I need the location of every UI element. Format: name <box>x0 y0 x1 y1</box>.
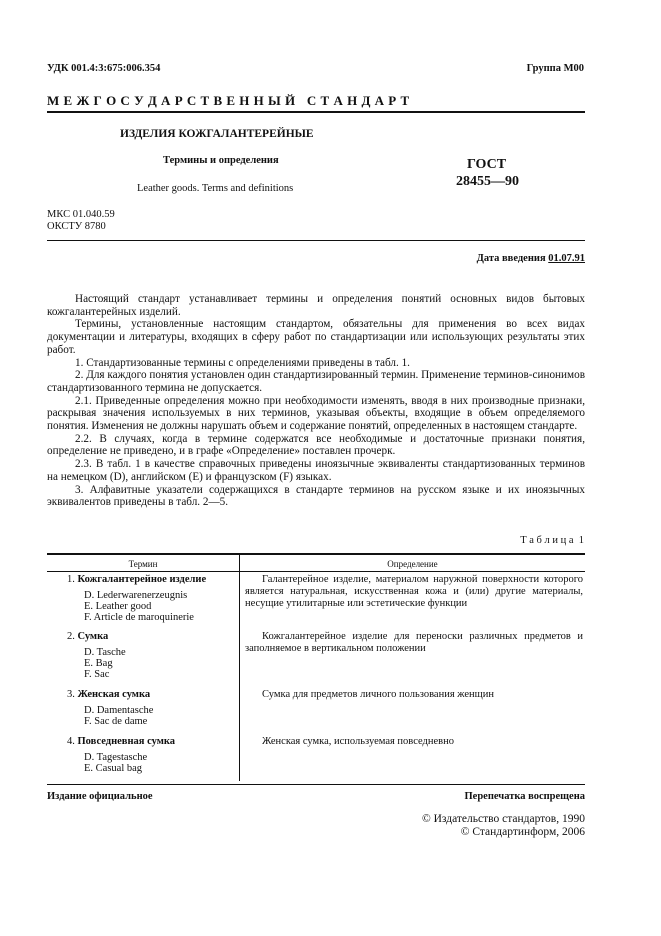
paragraph: 2.3. В табл. 1 в качестве справочных приведены иноязычные эквиваленты стандартизованных терминов на немецком (D), английском (E) и французском (F) языках. <box>47 458 585 483</box>
reprint-notice: Перепечатка воспрещена <box>464 791 585 802</box>
mks-code: МКС 01.040.59 <box>47 209 115 220</box>
group-code: Группа М00 <box>526 63 584 74</box>
term-definition: Кожгалантерейное изделие для переноски различных предметов и заполняемое в вертикальном положении <box>245 631 583 654</box>
doc-english-title: Leather goods. Terms and definitions <box>137 183 294 194</box>
term-name: Сумка <box>77 631 109 642</box>
term-equivalent: D. Tasche <box>84 647 126 658</box>
term-number: 1. <box>67 574 75 585</box>
copyright-standartinform: © Стандартинформ, 2006 <box>460 826 585 838</box>
column-header-definition: Определение <box>387 559 438 569</box>
title-rule <box>47 240 585 241</box>
term-equivalent: D. Damentasche <box>84 705 154 716</box>
table-caption: Т а б л и ц а 1 <box>520 535 584 546</box>
paragraph: Настоящий стандарт устанавливает термины и определения понятий основных видов бытовых кожгалантерейных изделий. <box>47 293 585 318</box>
term-equivalent: F. Sac <box>84 669 110 680</box>
paragraph: 3. Алфавитные указатели содержащихся в стандарте терминов на русском языке и их иноязычных эквивалентов приведены в табл. 2—5. <box>47 483 585 509</box>
term-definition: Галантерейное изделие, материалом наружной поверхности которого является натуральная, искусственная кожа и (или) другие материалы, несущие утилитарные или эстетические функции <box>245 574 583 609</box>
body-text <box>47 293 585 509</box>
term-name: Женская сумка <box>77 689 151 700</box>
gost-label: ГОСТ <box>467 157 507 172</box>
table-top-rule <box>47 553 585 555</box>
table-header-rule <box>47 571 585 572</box>
footer-rule <box>47 784 585 785</box>
intro-date <box>477 253 585 264</box>
term-equivalent: F. Sac de dame <box>84 716 148 727</box>
doc-title: ИЗДЕЛИЯ КОЖГАЛАНТЕРЕЙНЫЕ <box>120 128 314 140</box>
copyright-publisher: © Издательство стандартов, 1990 <box>421 813 585 825</box>
table-row <box>47 689 239 727</box>
table-row <box>47 574 239 623</box>
term-definition: Сумка для предметов личного пользования женщин <box>262 689 494 700</box>
official-edition: Издание официальное <box>47 791 153 802</box>
term-equivalent: F. Article de maroquinerie <box>84 612 194 623</box>
okstu-code: ОКСТУ 8780 <box>47 221 106 232</box>
terms-table <box>47 553 585 781</box>
table-column-divider <box>239 553 240 781</box>
udk-code: УДК 001.4:3:675:006.354 <box>47 63 161 74</box>
term-name: Кожгалантерейное изделие <box>77 574 207 585</box>
paragraph: Термины, установленные настоящим стандартом, обязательны для применения во всех видах документации и литературы, входящих в сферу работ по стандартизации или использующих результаты этих работ. <box>47 318 585 356</box>
paragraph: 2. Для каждого понятия установлен один стандартизированный термин. Применение терминов-синонимов стандартизованного термина не допускается. <box>47 369 585 394</box>
standard-banner: М Е Ж Г О С У Д А Р С Т В Е Н Н Ы Й С Т А Н Д А Р Т <box>47 93 410 108</box>
term-number: 2. <box>67 631 75 642</box>
term-equivalent: D. Tagestasche <box>84 752 148 763</box>
term-name: Повседневная сумка <box>77 736 175 747</box>
gost-number: 28455—90 <box>456 174 519 189</box>
column-header-term: Термин <box>128 559 158 569</box>
term-number: 4. <box>67 736 75 747</box>
term-definition: Женская сумка, используемая повседневно <box>262 736 454 747</box>
term-equivalent: E. Leather good <box>84 601 152 612</box>
intro-date-value: 01.07.91 <box>548 253 585 264</box>
paragraph: 2.2. В случаях, когда в термине содержатся все необходимые и достаточные признаки понятия, определение не приведено, и в графе «Определение» поставлен прочерк. <box>47 432 585 458</box>
table-row <box>47 631 239 680</box>
doc-subtitle: Термины и определения <box>163 155 279 166</box>
header-rule <box>47 111 585 113</box>
term-equivalent: D. Lederwarenerzeugnis <box>84 590 188 601</box>
paragraph: 1. Стандартизованные термины с определениями приведены в табл. 1. <box>75 356 410 369</box>
paragraph: 2.1. Приведенные определения можно при необходимости изменять, вводя в них производные признаки, раскрывая значения используемых в них терминов, указывая объекты, входящие в объем определяемого понятия. Изменения не должны нарушать объем и содержание понятий, определенных в настоящем стандарте. <box>47 394 585 433</box>
term-equivalent: E. Casual bag <box>84 763 143 774</box>
table-row <box>47 736 239 774</box>
term-number: 3. <box>67 689 75 700</box>
intro-date-label: Дата введения <box>476 253 546 264</box>
term-equivalent: E. Bag <box>84 658 113 669</box>
